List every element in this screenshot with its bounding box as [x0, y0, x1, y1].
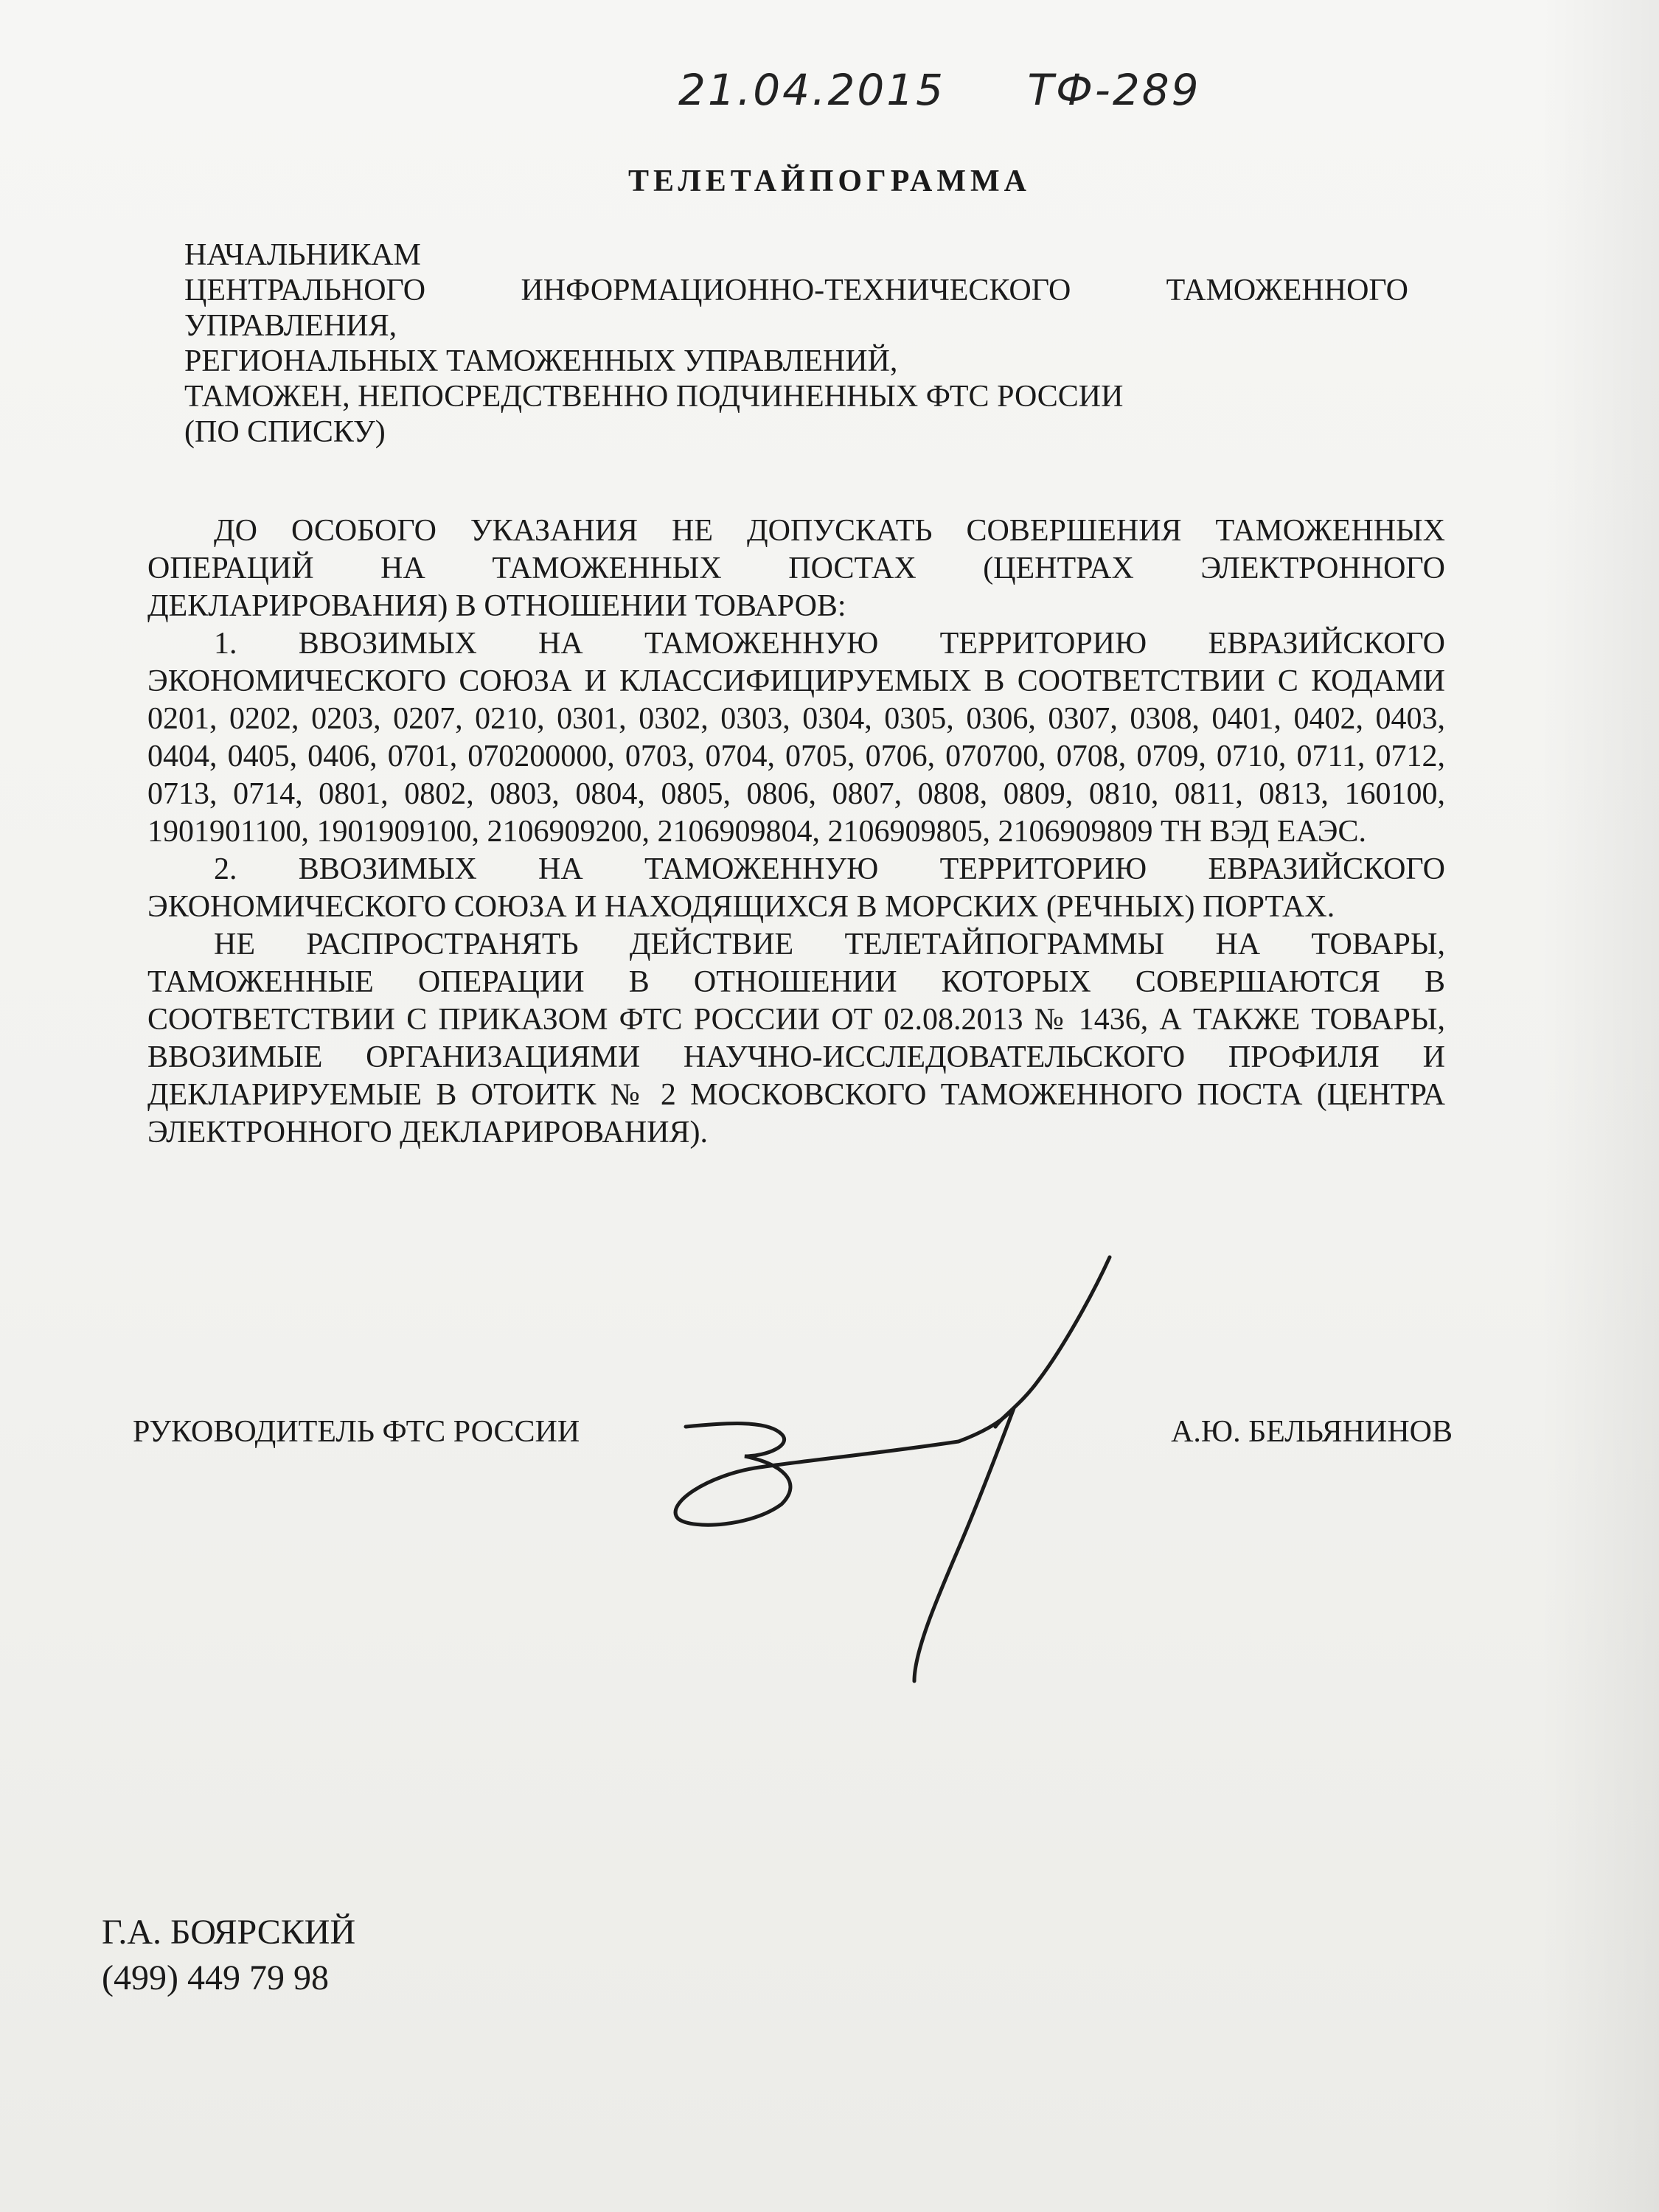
addressee-line: ТАМОЖЕН, НЕПОСРЕДСТВЕННО ПОДЧИНЕННЫХ ФТС РОССИИ: [184, 380, 1124, 414]
addressee-line: УПРАВЛЕНИЯ,: [184, 309, 397, 343]
intro-paragraph: ДО ОСОБОГО УКАЗАНИЯ НЕ ДОПУСКАТЬ СОВЕРШЕНИЯ ТАМОЖЕННЫХ ОПЕРАЦИЙ НА ТАМОЖЕННЫХ ПОСТАХ (ЦЕНТРАХ ЭЛЕКТРОННОГО ДЕКЛАРИРОВАНИЯ) В ОТНОШЕНИИ ТОВАРОВ:: [147, 514, 1445, 623]
addressee-block: [184, 237, 1408, 450]
signer-position: РУКОВОДИТЕЛЬ ФТС РОССИИ: [133, 1415, 580, 1449]
document-title: ТЕЛЕТАЙПОГРАММА: [628, 164, 1031, 198]
signer-name: А.Ю. БЕЛЬЯНИНОВ: [1171, 1415, 1453, 1449]
handwritten-date: 21.04.2015: [678, 65, 946, 115]
addressee-line: РЕГИОНАЛЬНЫХ ТАМОЖЕННЫХ УПРАВЛЕНИЙ,: [184, 344, 898, 378]
addressee-line: (ПО СПИСКУ): [184, 415, 386, 449]
addressee-line: ЦЕНТРАЛЬНОГО ИНФОРМАЦИОННО-ТЕХНИЧЕСКОГО ТАМОЖЕННОГО: [184, 274, 1408, 307]
signature-row: [133, 1414, 1453, 1450]
page-shadow: [1541, 0, 1659, 2212]
contact-block: [102, 1910, 355, 2001]
addressee-line: НАЧАЛЬНИКАМ: [184, 238, 421, 272]
document-body: [147, 512, 1445, 1152]
contact-name: Г.А. БОЯРСКИЙ: [102, 1913, 356, 1952]
contact-phone: (499) 449 79 98: [102, 1958, 329, 1997]
handwritten-header: [678, 65, 1201, 115]
exception-paragraph: НЕ РАСПРОСТРАНЯТЬ ДЕЙСТВИЕ ТЕЛЕТАЙПОГРАММЫ НА ТОВАРЫ, ТАМОЖЕННЫЕ ОПЕРАЦИИ В ОТНОШЕНИИ КОТОРЫХ СОВЕРШАЮТСЯ В СООТВЕТСТВИИ С ПРИКАЗОМ ФТС РОССИИ ОТ 02.08.2013 № 1436, А ТАКЖЕ ТОВАРЫ, ВВОЗИМЫЕ ОРГАНИЗАЦИЯМИ НАУЧНО-ИССЛЕДОВАТЕЛЬСКОГО ПРОФИЛЯ И ДЕКЛАРИРУЕМЫЕ В ОТОИТК № 2 МОСКОВСКОГО ТАМОЖЕННОГО ПОСТА (ЦЕНТРА ЭЛЕКТРОННОГО ДЕКЛАРИРОВАНИЯ).: [147, 928, 1445, 1150]
item-2-paragraph: 2. ВВОЗИМЫХ НА ТАМОЖЕННУЮ ТЕРРИТОРИЮ ЕВРАЗИЙСКОГО ЭКОНОМИЧЕСКОГО СОЮЗА И НАХОДЯЩИХСЯ В МОРСКИХ (РЕЧНЫХ) ПОРТАХ.: [147, 852, 1445, 924]
handwritten-number: ТФ-289: [1027, 65, 1201, 115]
item-1-paragraph: 1. ВВОЗИМЫХ НА ТАМОЖЕННУЮ ТЕРРИТОРИЮ ЕВРАЗИЙСКОГО ЭКОНОМИЧЕСКОГО СОЮЗА И КЛАССИФИЦИРУЕМЫХ В СООТВЕТСТВИИ С КОДАМИ 0201, 0202, 0203, 0207, 0210, 0301, 0302, 0303, 0304, 0305, 0306, 0307, 0308, 0401, 0402, 0403, 0404, 0405, 0406, 0701, 070200000, 0703, 0704, 0705, 0706, 070700, 0708, 0709, 0710, 0711, 0712, 0713, 0714, 0801, 0802, 0803, 0804, 0805, 0806, 0807, 0808, 0809, 0810, 0811, 0813, 160100, 1901901100, 1901909100, 2106909200, 2106909804, 2106909805, 2106909809 ТН ВЭД ЕАЭС.: [147, 627, 1445, 849]
